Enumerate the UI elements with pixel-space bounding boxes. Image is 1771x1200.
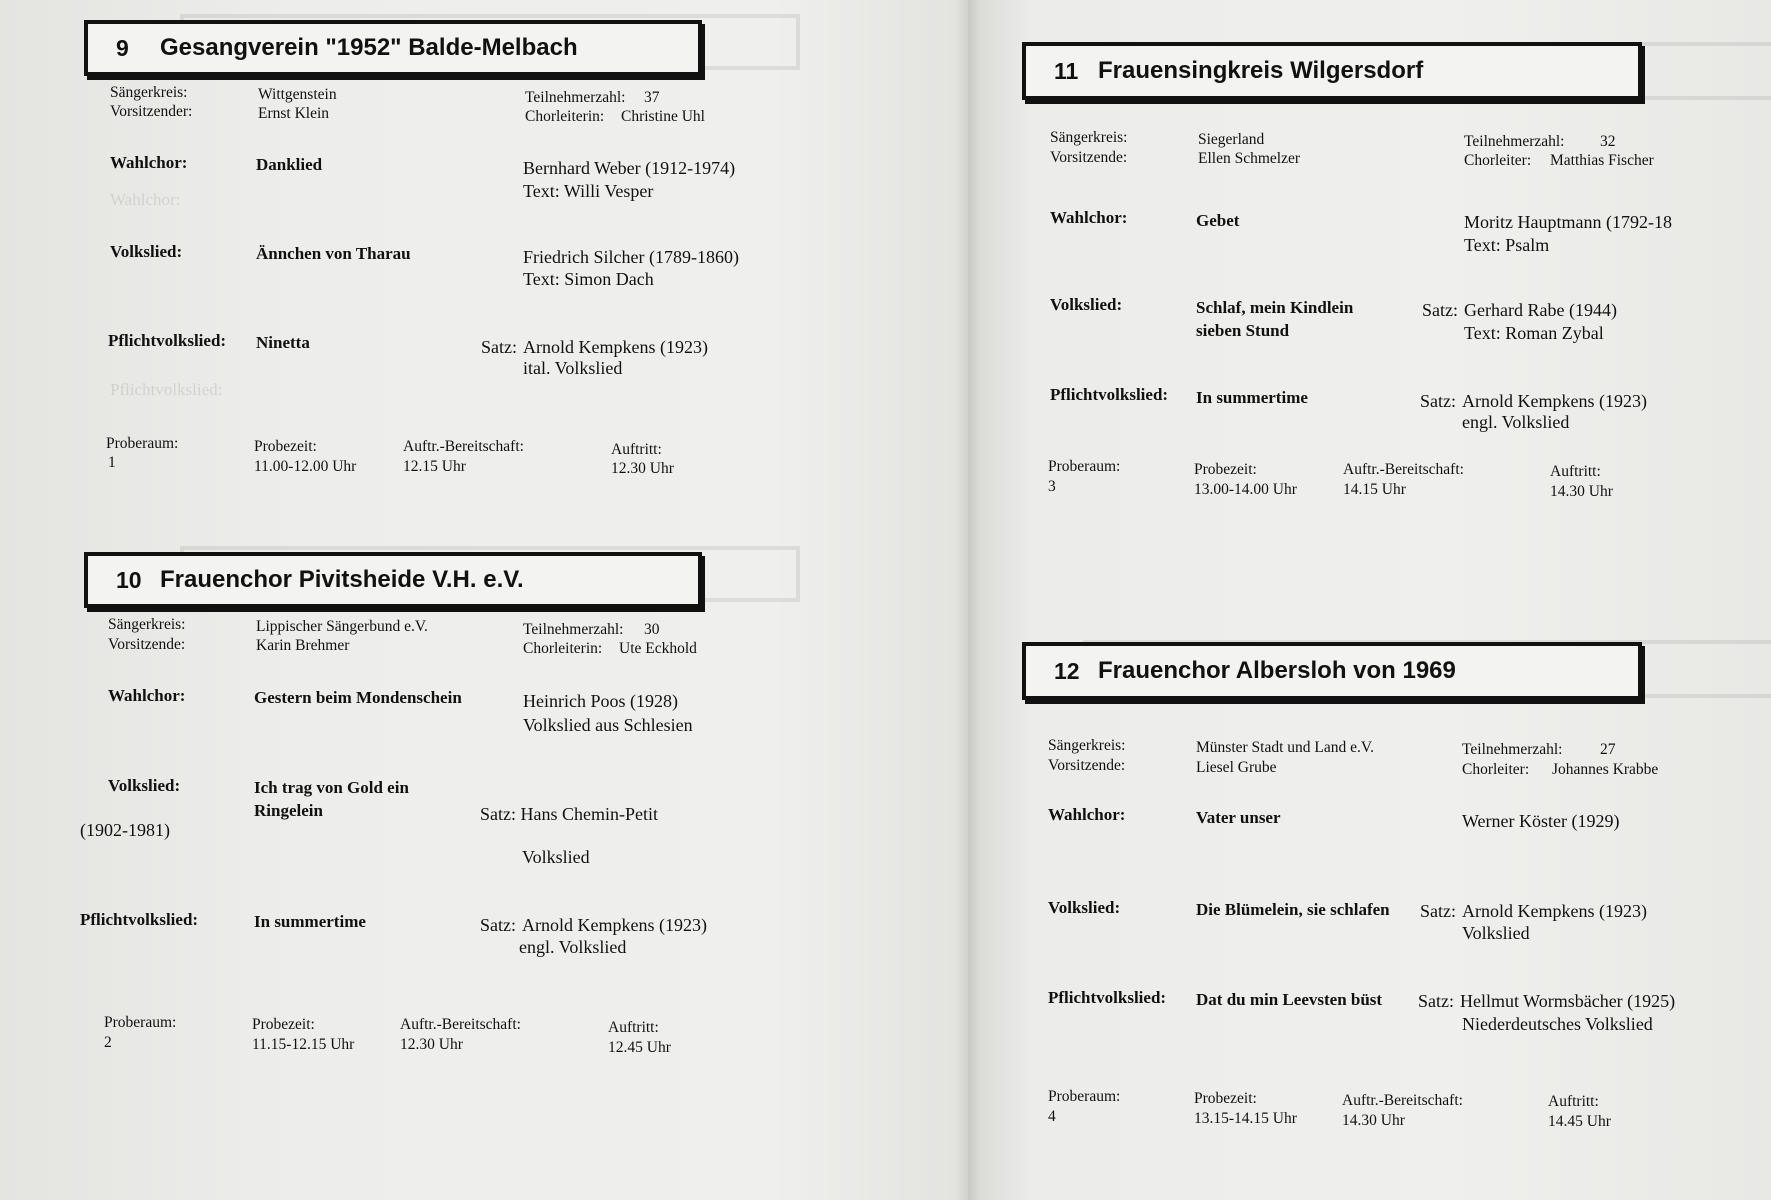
auftritt-label: Auftritt:	[1548, 1093, 1599, 1110]
pflicht-title: Ninetta	[256, 333, 310, 352]
bleed-through-text: Pflichtvolkslied:	[110, 380, 223, 399]
volkslied-title: Ännchen von Tharau	[256, 244, 411, 263]
volkslied-satz: Satz:	[1420, 901, 1456, 921]
pflicht-label: Pflichtvolkslied:	[1048, 988, 1167, 1007]
pflicht-composer: Arnold Kempkens (1923)	[522, 915, 707, 935]
volkslied-years: (1902-1981)	[80, 820, 170, 840]
wahlchor-composer: Moritz Hauptmann (1792-18	[1464, 212, 1672, 232]
proberaum-label: Proberaum:	[1048, 458, 1121, 475]
saengerkreis-label: Sängerkreis:	[1048, 737, 1126, 754]
vorsitz-value: Ernst Klein	[258, 105, 330, 122]
saengerkreis-label: Sängerkreis:	[1050, 129, 1128, 146]
volkslied-title-line2: sieben Stund	[1196, 321, 1290, 340]
pflicht-title: Dat du min Leevsten büst	[1196, 990, 1383, 1009]
entry-title-box	[1022, 642, 1642, 700]
pflicht-title: In summertime	[254, 912, 366, 931]
proberaum-value: 1	[108, 454, 116, 471]
saengerkreis-value: Siegerland	[1198, 131, 1265, 148]
volkslied-title-line2: Ringelein	[254, 801, 323, 820]
pflicht-origin: engl. Volkslied	[1462, 412, 1570, 432]
auftritt-label: Auftritt:	[608, 1019, 659, 1036]
pflicht-satz: Satz:	[481, 337, 517, 357]
wahlchor-composer: Werner Köster (1929)	[1462, 811, 1620, 831]
entry-title: Gesangverein "1952" Balde-Melbach	[160, 34, 578, 61]
wahlchor-title: Gestern beim Mondenschein	[254, 688, 462, 707]
probezeit-label: Probezeit:	[1194, 461, 1257, 478]
chorleiter-value: Johannes Krabbe	[1552, 761, 1659, 778]
vorsitz-label: Vorsitzende:	[108, 636, 186, 653]
entry-number: 10	[116, 566, 142, 593]
bereitschaft-label: Auftr.-Bereitschaft:	[403, 438, 524, 455]
bereitschaft-value: 12.30 Uhr	[400, 1036, 463, 1053]
saengerkreis-value: Münster Stadt und Land e.V.	[1196, 739, 1374, 756]
pflicht-composer: Arnold Kempkens (1923)	[1462, 391, 1647, 411]
saengerkreis-value: Lippischer Sängerbund e.V.	[256, 618, 428, 635]
wahlchor-label: Wahlchor:	[1048, 805, 1126, 824]
pflicht-satz: Satz:	[480, 915, 516, 935]
entry-number: 9	[116, 34, 129, 61]
teilnehmer-value: 37	[644, 89, 660, 106]
volkslied-composer: Arnold Kempkens (1923)	[1462, 901, 1647, 921]
volkslied-title: Ich trag von Gold ein	[254, 778, 409, 797]
teilnehmer-label: Teilnehmerzahl:	[523, 621, 624, 638]
wahlchor-text: Volkslied aus Schlesien	[523, 715, 693, 735]
teilnehmer-value: 32	[1600, 133, 1616, 150]
pflicht-label: Pflichtvolkslied:	[108, 331, 227, 350]
pflicht-origin: Niederdeutsches Volkslied	[1462, 1014, 1653, 1034]
volkslied-origin: Volkslied	[522, 847, 590, 867]
teilnehmer-value: 30	[644, 621, 660, 638]
auftritt-value: 12.30 Uhr	[611, 460, 674, 477]
proberaum-label: Proberaum:	[106, 435, 179, 452]
vorsitz-label: Vorsitzende:	[1050, 149, 1128, 166]
chorleiter-value: Ute Eckhold	[619, 640, 697, 657]
book-gutter	[955, 0, 981, 1200]
volkslied-text: Text: Simon Dach	[523, 269, 654, 289]
volkslied-composer: Gerhard Rabe (1944)	[1464, 300, 1617, 320]
vorsitz-value: Liesel Grube	[1196, 759, 1277, 776]
probezeit-label: Probezeit:	[1194, 1090, 1257, 1107]
probezeit-value: 11.15-12.15 Uhr	[252, 1036, 355, 1053]
wahlchor-label: Wahlchor:	[108, 686, 186, 705]
entry-title: Frauensingkreis Wilgersdorf	[1098, 57, 1424, 84]
volkslied-text: Text: Roman Zybal	[1464, 323, 1604, 343]
chorleiter-value: Matthias Fischer	[1550, 152, 1654, 169]
volkslied-title: Die Blümelein, sie schlafen	[1196, 900, 1390, 919]
pflicht-composer: Hellmut Wormsbächer (1925)	[1460, 991, 1676, 1011]
pflicht-title: In summertime	[1196, 388, 1308, 407]
vorsitz-value: Karin Brehmer	[256, 637, 350, 654]
bereitschaft-value: 14.15 Uhr	[1343, 481, 1406, 498]
pflicht-label: Pflichtvolkslied:	[1050, 385, 1169, 404]
chorleiter-label: Chorleiter:	[1464, 152, 1532, 169]
entry-title: Frauenchor Albersloh von 1969	[1098, 657, 1456, 684]
saengerkreis-value: Wittgenstein	[258, 86, 337, 103]
probezeit-value: 11.00-12.00 Uhr	[254, 458, 357, 475]
vorsitz-value: Ellen Schmelzer	[1198, 150, 1300, 167]
probezeit-value: 13.00-14.00 Uhr	[1194, 481, 1297, 498]
auftritt-label: Auftritt:	[611, 441, 662, 458]
probezeit-value: 13.15-14.15 Uhr	[1194, 1110, 1297, 1127]
auftritt-label: Auftritt:	[1550, 463, 1601, 480]
pflicht-origin: ital. Volkslied	[523, 358, 623, 378]
probezeit-label: Probezeit:	[254, 438, 317, 455]
pflicht-satz: Satz:	[1420, 391, 1456, 411]
proberaum-value: 4	[1048, 1108, 1056, 1125]
entry-title-box	[84, 552, 702, 608]
proberaum-value: 2	[104, 1034, 112, 1051]
bereitschaft-label: Auftr.-Bereitschaft:	[1342, 1092, 1463, 1109]
teilnehmer-label: Teilnehmerzahl:	[1464, 133, 1565, 150]
wahlchor-text: Text: Willi Vesper	[523, 181, 654, 201]
chorleiter-label: Chorleiterin:	[523, 640, 603, 657]
volkslied-label: Volkslied:	[1048, 898, 1121, 917]
saengerkreis-label: Sängerkreis:	[110, 84, 188, 101]
teilnehmer-label: Teilnehmerzahl:	[525, 89, 626, 106]
wahlchor-text: Text: Psalm	[1464, 235, 1550, 255]
entry-number: 11	[1054, 57, 1079, 84]
pflicht-origin: engl. Volkslied	[519, 937, 627, 957]
probezeit-label: Probezeit:	[252, 1016, 315, 1033]
volkslied-satz: Satz: Hans Chemin-Petit	[480, 804, 658, 824]
volkslied-label: Volkslied:	[110, 242, 183, 261]
wahlchor-label: Wahlchor:	[110, 153, 188, 172]
auftritt-value: 12.45 Uhr	[608, 1039, 671, 1056]
choir-entry-10	[80, 552, 804, 1192]
chorleiter-label: Chorleiterin:	[525, 108, 605, 125]
right-page	[968, 0, 1771, 1200]
saengerkreis-label: Sängerkreis:	[108, 616, 186, 633]
wahlchor-composer: Heinrich Poos (1928)	[523, 691, 678, 711]
volkslied-label: Volkslied:	[1050, 295, 1123, 314]
pflicht-label: Pflichtvolkslied:	[80, 910, 199, 929]
auftritt-value: 14.30 Uhr	[1550, 483, 1613, 500]
choir-entry-11	[1022, 42, 1771, 542]
auftritt-value: 14.45 Uhr	[1548, 1113, 1611, 1130]
wahlchor-composer: Bernhard Weber (1912-1974)	[523, 158, 736, 178]
volkslied-title: Schlaf, mein Kindlein	[1196, 298, 1354, 317]
volkslied-satz: Satz:	[1422, 300, 1458, 320]
bleed-through-text: Wahlchor:	[110, 190, 181, 209]
bereitschaft-label: Auftr.-Bereitschaft:	[1343, 461, 1464, 478]
choir-entry-9	[84, 20, 784, 520]
bereitschaft-label: Auftr.-Bereitschaft:	[400, 1016, 521, 1033]
pflicht-composer: Arnold Kempkens (1923)	[523, 337, 708, 357]
bereitschaft-value: 12.15 Uhr	[403, 458, 466, 475]
chorleiter-value: Christine Uhl	[621, 108, 705, 125]
wahlchor-title: Vater unser	[1196, 808, 1281, 827]
volkslied-composer: Friedrich Silcher (1789-1860)	[523, 247, 739, 267]
proberaum-label: Proberaum:	[104, 1014, 177, 1031]
volkslied-origin: Volkslied	[1462, 923, 1530, 943]
wahlchor-title: Gebet	[1196, 211, 1240, 230]
entry-title-box	[1022, 42, 1642, 100]
proberaum-value: 3	[1048, 478, 1056, 495]
teilnehmer-value: 27	[1600, 741, 1616, 758]
proberaum-label: Proberaum:	[1048, 1088, 1121, 1105]
choir-entry-12	[1022, 642, 1771, 1197]
wahlchor-title: Danklied	[256, 155, 323, 174]
vorsitz-label: Vorsitzender:	[110, 103, 193, 120]
entry-title: Frauenchor Pivitsheide V.H. e.V.	[160, 566, 524, 593]
entry-title-box	[84, 20, 702, 76]
vorsitz-label: Vorsitzende:	[1048, 757, 1126, 774]
bereitschaft-value: 14.30 Uhr	[1342, 1112, 1405, 1129]
entry-number: 12	[1054, 657, 1080, 684]
volkslied-label: Volkslied:	[108, 776, 181, 795]
teilnehmer-label: Teilnehmerzahl:	[1462, 741, 1563, 758]
wahlchor-label: Wahlchor:	[1050, 208, 1128, 227]
pflicht-satz: Satz:	[1418, 991, 1454, 1011]
chorleiter-label: Chorleiter:	[1462, 761, 1530, 778]
